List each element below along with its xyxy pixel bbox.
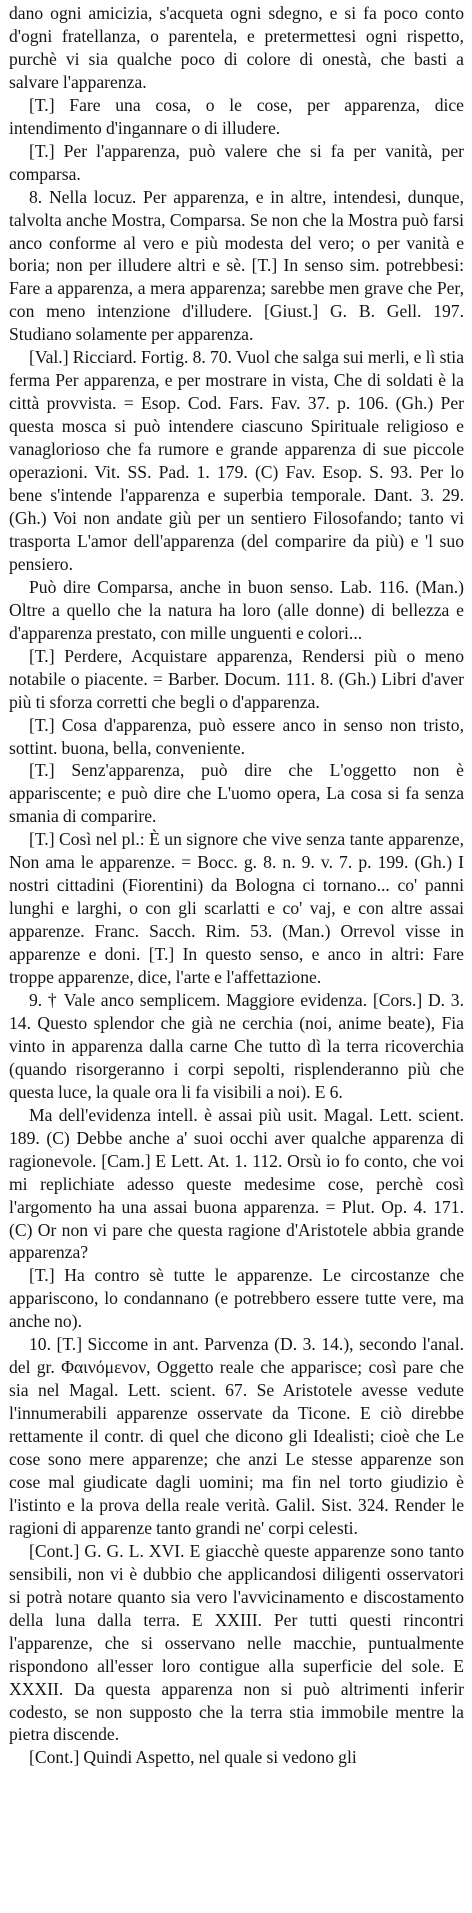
paragraph-cont-aspetto: [Cont.] Quindi Aspetto, nel quale si vedono gli xyxy=(29,1747,357,1768)
paragraph-sense-8: 8. Nella locuz. Per apparenza, e in altre, intendesi, dunque, talvolta anche Mostra, Comparsa. Se non che la Mostra può farsi anco conforme al vero e più modesta del vero; o per vanità e boria; non per illudere altri e sè. [T.] In senso sim. potrebbesi: Fare a apparenza, a mera apparenza; sarebbe men grave che Per, con meno intenzione d'illudere. [Giust.] G. B. Gell. 197. Studiano solamente per apparenza. xyxy=(9,186,464,345)
paragraph-sense-9: 9. † Vale anco semplicem. Maggiore evidenza. [Cors.] D. 3. 14. Questo splendor che già ne cerchia (noi, anime beate), Fia vinto in apparenza dalla carne Che tutto dì la terra ricoverchia (quando risorgeranno i corpi sepolti, risplenderanno più che questa luce, la quale ora li fa visibili a noi). E 6. xyxy=(9,989,464,1102)
paragraph-sense-10: 10. [T.] Siccome in ant. Parvenza (D. 3. 14.), secondo l'anal. del gr. Φαινόμενον, Oggetto reale che apparisce; così pare che sia nel Magal. Lett. scient. 67. Se Aristotele avesse vedute l'innumerabili apparenze osservate da Ticone. E ciò direbbe rettamente il contr. di quel che dicono gli Idealisti; cioè che Le cose sono mere apparenze; che anzi Le stesse apparenze son cose mal giudicate dagli uomini; ma fin nel torto giudizio è l'istinto e la prova della reale verità. Galil. Sist. 324. Render le ragioni di apparenze tanto grandi ne' corpi celesti. xyxy=(9,1334,464,1538)
paragraph-senz-apparenza: [T.] Senz'apparenza, può dire che L'oggetto non è appariscente; e può dire che L'uomo opera, La cosa si fa senza smania di comparire. xyxy=(9,760,464,827)
paragraph-cont-galileo: [Cont.] G. G. L. XVI. E giacchè queste apparenze sono tanto sensibili, non vi è dubbio che applicandosi diligenti osservatori si potrà notare quanto sia vero l'avvicinamento e discostamento della luna dalla terra. E XXIII. Per tutti questi rincontri l'apparenze, che si osservano nelle macchie, puntualmente rispondono all'esser loro contigue alla superficie del sole. E XXXII. Da questa apparenza non si può altrimenti inferir codesto, se non supposto che la terra stia immobile mentre la pietra discende. xyxy=(9,1540,464,1745)
paragraph-evidenza-intell: Ma dell'evidenza intell. è assai più usit. Magal. Lett. scient. 189. (C) Debbe anche a' suoi occhi aver qualche apparenza di ragionevole. [Cam.] E Lett. At. 1. 112. Orsù io fo conto, che voi mi replichiate adesso queste medesime cose, perchè così l'argomento ha una assai buona apparenza. = Plut. Op. 4. 171. (C) Or non vi pare che questa ragione d'Aristotele abbia grande apparenza? xyxy=(9,1104,464,1263)
paragraph-ha-contro: [T.] Ha contro sè tutte le apparenze. Le circostanze che appariscono, lo condannano (e potrebbero essere tutte vere, ma anche no). xyxy=(9,1265,464,1332)
paragraph-continuation: dano ogni amicizia, s'acqueta ogni sdegno, e si fa poco conto d'ogni fratellanza, o parentela, e pretermettesi ogni rispetto, purchè vi sia qualche poco di colore di onestà, che basti a salvare l'apparenza. xyxy=(9,3,464,92)
paragraph-perdere-acquistare: [T.] Perdere, Acquistare apparenza, Rendersi più o meno notabile o piacente. = Barber. Docum. 111. 8. (Gh.) Libri d'aver più ti sforza corretti che begli o d'apparenza. xyxy=(9,645,464,712)
paragraph-plural: [T.] Così nel pl.: È un signore che vive senza tante apparenze, Non ama le apparenze. = Bocc. g. 8. n. 9. v. 7. p. 199. (Gh.) I nostri cittadini (Fiorentini) da Bologna ci tornano... co' panni lunghi e larghi, o con gli scarlatti e co' vaj, e con altre assai apparenze. Franc. Sacch. Rim. 53. (Man.) Orrevol visse in apparenze e doni. [T.] In questo senso, e anco in altri: Fare troppe apparenze, dice, l'arte e l'affettazione. xyxy=(9,829,464,988)
paragraph-per-l-apparenza: [T.] Per l'apparenza, può valere che si fa per vanità, per comparsa. xyxy=(9,140,464,184)
paragraph-val-ricciard: [Val.] Ricciard. Fortig. 8. 70. Vuol che salga sui merli, e lì stia ferma Per apparenza, e per mostrare in vista, Che di soldati è la città provvista. = Esop. Cod. Fars. Fav. 37. p. 106. (Gh.) Per questa mosca si può intendere ciascuno Spirituale religioso e vanaglorioso che fa rumore e grande apparenza di sue piccole operazioni. Vit. SS. Pad. 1. 179. (C) Fav. Esop. S. 93. Per lo bene s'intende l'apparenza e superbia temporale. Dant. 3. 29. (Gh.) Voi non andate giù per un sentiero Filosofando; tanto vi trasporta L'amor dell'apparenza (del comparire da più) e 'l suo pensiero. xyxy=(9,347,464,574)
paragraph-fare-una-cosa: [T.] Fare una cosa, o le cose, per apparenza, dice intendimento d'ingannare o di illudere. xyxy=(9,94,464,138)
paragraph-comparsa: Può dire Comparsa, anche in buon senso. Lab. 116. (Man.) Oltre a quello che la natura ha loro (alle donne) di bellezza e d'apparenza prestato, con mille unguenti e colori... xyxy=(9,576,464,643)
paragraph-cosa-d-apparenza: [T.] Cosa d'apparenza, può essere anco in senso non tristo, sottint. buona, bella, conveniente. xyxy=(9,714,464,758)
